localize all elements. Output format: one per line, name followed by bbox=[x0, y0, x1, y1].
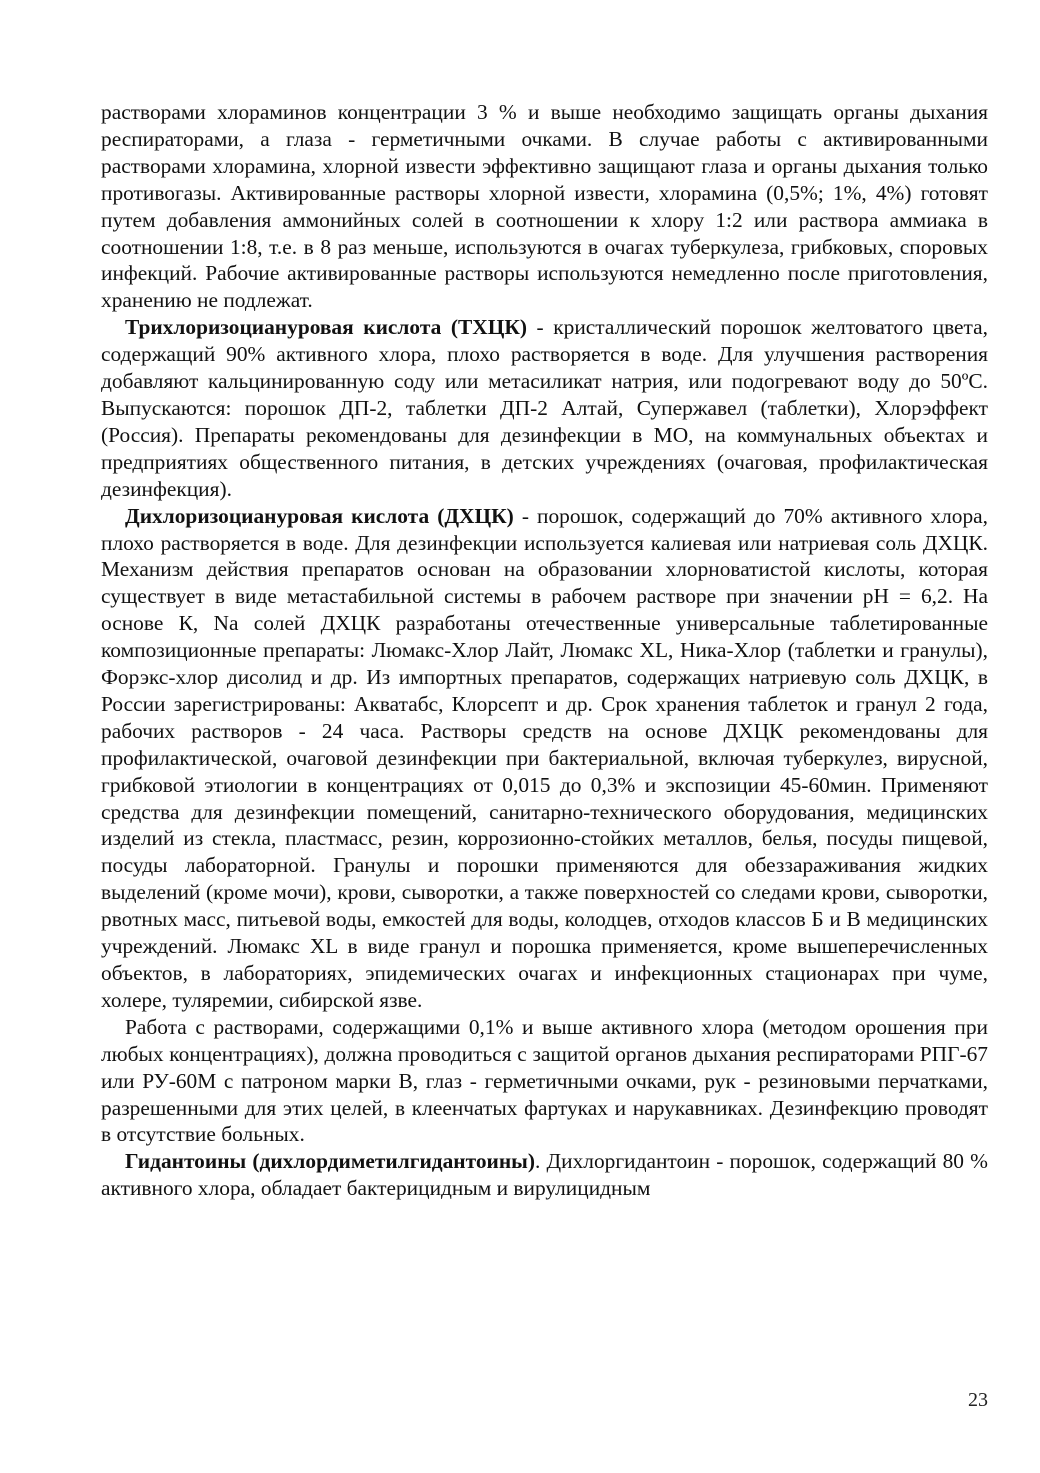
page-number: 23 bbox=[968, 1389, 988, 1411]
paragraph-text: . Дихлоргидантоин - порошок, содержащий 80 % активного хлора, обладает бактерицидным и вирулицидным bbox=[101, 1149, 989, 1201]
paragraph-chloramine-protection bbox=[101, 99, 988, 314]
term-dichloroisocyanuric-acid: Дихлоризоциануровая кислота (ДХЦК) bbox=[125, 503, 514, 528]
paragraph-hydantoins bbox=[101, 1148, 988, 1202]
term-hydantoins: Гидантоины (дихлордиметилгидантоины) bbox=[125, 1149, 536, 1174]
paragraph-text: - кристаллический порошок желтоватого цвета, содержащий 90% активного хлора, плохо растворяется в воде. Для улучшения растворения добавляют кальцинированную соду или метасиликат натрия, или подогревают воду до 50ºС. Выпускаются: порошок ДП-2, таблетки ДП-2 Алтай, Супержавел (таблетки), Хлорэффект (Россия). Препараты рекомендованы для дезинфекции в МО, на коммунальных объектах и предприятиях общественного питания, в детских учреждениях (очаговая, профилактическая дезинфекция). bbox=[101, 315, 988, 501]
paragraph-dccа bbox=[101, 503, 988, 1014]
paragraph-text: Работа с растворами, содержащими 0,1% и выше активного хлора (методом орошения при любых концентрациях), должна проводиться с защитой органов дыхания респираторами РПГ-67 или РУ-60М с патроном марки В, глаз - герметичными очками, рук - резиновыми перчатками, разрешенными для этих целей, в клеенчатых фартуках и нарукавниках. Дезинфекцию проводят в отсутствие больных. bbox=[101, 1014, 988, 1147]
paragraph-tccа bbox=[101, 314, 988, 502]
paragraph-work-safety bbox=[101, 1014, 988, 1149]
term-trichloroisocyanuric-acid: Трихлоризоциануровая кислота (ТХЦК) bbox=[125, 315, 527, 340]
document-body bbox=[101, 99, 988, 1202]
paragraph-text: растворами хлораминов концентрации 3 % и выше необходимо защищать органы дыхания респираторами, а глаза - герметичными очками. В случае работы с активированными растворами хлорамина, хлорной извести эффективно защищают глаза и органы дыхания только противогазы. Активированные растворы хлорной извести, хлорамина (0,5%; 1%, 4%) готовят путем добавления аммонийных солей в соотношении к хлору 1:2 или раствора аммиака в соотношении 1:8, т.е. в 8 раз меньше, используются в очагах туберкулеза, грибковых, споровых инфекций. Рабочие активированные растворы используются немедленно после приготовления, хранению не подлежат. bbox=[101, 100, 988, 313]
paragraph-text: - порошок, содержащий до 70% активного хлора, плохо растворяется в воде. Для дезинфекции используется калиевая или натриевая соль ДХЦК. Механизм действия препаратов основан на образовании хлорноватистой кислоты, которая существует в виде метастабильной системы в рабочем растворе при значении рН = 6,2. На основе К, Na солей ДХЦК разработаны отечественные универсальные таблетированные композиционные препараты: Люмакс-Хлор Лайт, Люмакс XL, Ника-Хлор (таблетки и гранулы), Форэкс-хлор дисолид и др. Из импортных препаратов, содержащих натриевую соль ДХЦК, в России зарегистрированы: Акватабс, Клорсепт и др. Срок хранения таблеток и гранул 2 года, рабочих растворов - 24 часа. Растворы средств на основе ДХЦК рекомендованы для профилактической, очаговой дезинфекции при бактериальной, включая туберкулез, вирусной, грибковой этиологии в концентрациях от 0,015 до 0,3% и экспозиции 45-60мин. Применяют средства для дезинфекции помещений, санитарно-технического оборудования, медицинских изделий из стекла, пластмасс, резин, коррозионно-стойких металлов, белья, посуды пищевой, посуды лабораторной. Гранулы и порошки применяются для обеззараживания жидких выделений (кроме мочи), крови, сыворотки, а также поверхностей со следами крови, сыворотки, рвотных масс, питьевой воды, емкостей для воды, колодцев, отходов классов Б и В медицинских учреждений. Люмакс XL в виде гранул и порошка применяется, кроме вышеперечисленных объектов, в лабораториях, эпидемических очагах и инфекционных стационарах при чуме, холере, туляремии, сибирской язве. bbox=[101, 503, 988, 1012]
